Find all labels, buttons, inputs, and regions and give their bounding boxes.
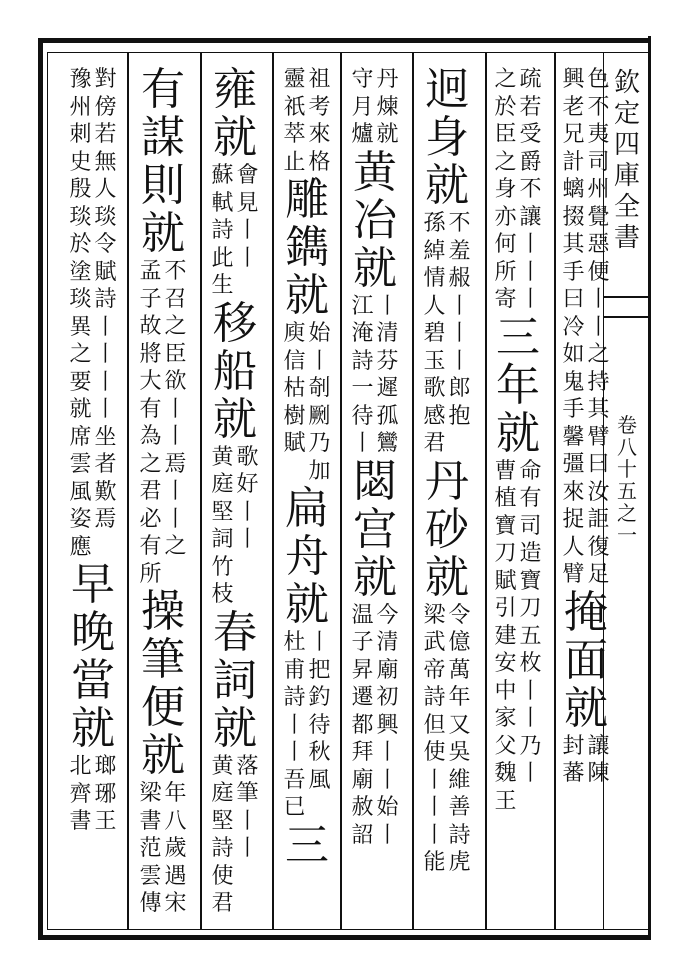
commentary-block [561,66,611,589]
column-divider [200,52,202,930]
entry-headword: 閟宫就 [353,455,397,603]
column-divider [554,52,556,930]
entry-headword: 扁舟就 [285,483,329,630]
entry-headword: 迥身就 [425,66,469,211]
column-divider [412,52,414,930]
entry-headword: 掩面就 [564,586,608,734]
text-column [68,66,118,928]
column-divider [127,52,129,930]
commentary-block [68,66,118,561]
text-column [561,66,611,928]
commentary-subcolumn: 丹煉就 [376,67,399,147]
commentary-block [350,293,400,458]
entry-headword: 早晚當就 [71,559,115,754]
commentary-subcolumn: 歌好丨丨 [236,444,259,552]
commentary-block [282,629,332,822]
commentary-subcolumn: 今清廟初興丨丨始丨 [376,602,399,848]
column-divider [272,52,274,930]
commentary-block [68,753,118,836]
column-divider [340,52,342,930]
commentary-block [210,444,260,609]
commentary-subcolumn: 讓陳 [587,733,610,786]
commentary-subcolumn: 之於臣之身亦何所寄 [494,67,517,312]
commentary-subcolumn: 杜甫詩丨丨吾已 [283,630,306,820]
commentary-subcolumn: 温子昇遷都拜廟赦詔 [351,602,374,848]
commentary-block [282,320,332,485]
commentary-block [210,162,260,300]
text-column [422,66,472,928]
commentary-subcolumn: 始丨剞劂乃加 [308,321,331,484]
entry-headword: 三 [285,819,329,871]
commentary-subcolumn: 蘇軾詩此生 [211,163,234,298]
commentary-block [561,733,611,788]
commentary-subcolumn: 封蕃 [562,733,585,786]
commentary-subcolumn: 梁書范雲傳 [139,781,162,916]
commentary-block [210,753,260,918]
commentary-subcolumn: 曹植寶刀賦引建安中家父魏王 [494,458,517,814]
commentary-subcolumn: 會見丨丨 [236,163,259,271]
juan-number: 卷八十五之一 [617,413,637,547]
book-title: 欽定四庫全書 [613,68,640,253]
commentary-block [493,66,543,314]
commentary-block [138,780,188,918]
commentary-block [350,66,400,149]
commentary-subcolumn: 丨清芬遲孤鸞 [376,293,399,456]
entry-headword: 操筆便就 [141,586,185,781]
entry-headword: 黄冶就 [353,146,397,294]
commentary-subcolumn: 黄庭堅詞竹枝 [211,444,234,607]
commentary-subcolumn: 不羞赧丨丨丨郎抱 [448,211,471,429]
commentary-subcolumn: 疏若受爵不讓丨丨丨 [519,67,542,312]
text-column [138,66,188,928]
commentary-subcolumn: 色不夷司州覺惡便丨丨之持其臂曰汝詎復足 [587,67,610,587]
commentary-subcolumn: 瑯琊王 [94,754,117,834]
commentary-subcolumn: 命有司造寶刀五枚丨丨乃丨 [519,458,542,786]
commentary-subcolumn: 孟子故將大有為之君必有所 [139,259,162,587]
commentary-block [282,66,332,176]
text-column [282,66,332,928]
entry-headword: 有謀則就 [141,66,185,259]
commentary-subcolumn: 孫綽情人碧玉歌感君 [423,211,446,456]
commentary-subcolumn: 守月爐 [351,67,374,147]
commentary-subcolumn: 對傍若無人琰令賦詩丨丨丨丨坐者歎焉 [94,67,117,532]
commentary-block [422,602,472,877]
column-divider [485,52,487,930]
commentary-subcolumn: 落筆丨丨 [236,753,259,861]
commentary-block [422,210,472,458]
commentary-subcolumn: 庾信枯樹賦 [283,321,306,456]
commentary-subcolumn: 江淹詩一待丨 [351,293,374,456]
commentary-block [350,602,400,850]
commentary-subcolumn: 丨把釣待秋風 [308,630,331,793]
commentary-subcolumn: 靈祇萃止 [283,67,306,175]
text-column [210,66,260,928]
commentary-block [493,458,543,816]
commentary-subcolumn: 北齊書 [69,754,92,834]
commentary-subcolumn: 豫州刺史殷琰於塗琰異之要就席雲風姿應 [69,67,92,560]
entry-headword: 雕鐫就 [285,174,329,321]
entry-headword: 春詞就 [213,606,257,754]
entry-headword: 三年就 [496,311,540,459]
entry-headword: 雍就 [213,66,257,163]
commentary-subcolumn: 不召之臣欲丨丨焉丨丨之 [164,259,187,559]
commentary-subcolumn: 黄庭堅詩使君 [211,753,234,916]
text-column [350,66,400,928]
commentary-subcolumn: 興老兄計螭掇其手曰冷如鬼手馨彊來捉人臂 [562,67,585,587]
commentary-subcolumn: 祖考來格 [308,67,331,175]
commentary-block [138,258,188,588]
entry-headword: 移船就 [213,297,257,445]
commentary-subcolumn: 令億萬年又吳維善詩虎 [448,602,471,875]
entry-headword: 丹砂就 [425,455,469,603]
commentary-subcolumn: 梁武帝詩但使丨丨丨能 [423,602,446,875]
text-column [493,66,543,928]
commentary-subcolumn: 年八歲遇宋 [164,781,187,916]
